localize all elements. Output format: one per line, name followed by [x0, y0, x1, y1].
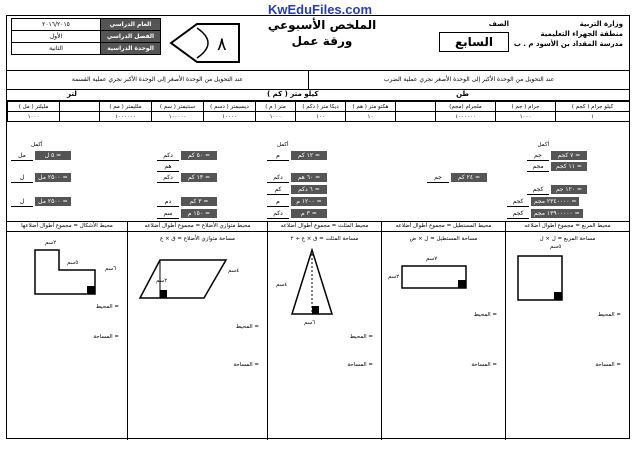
conversion-table: [7, 101, 630, 122]
exercise-item[interactable]: هم: [157, 162, 217, 171]
rectangle-width: ٢سم: [388, 274, 400, 280]
unit-cell: ديكا متر ( دكم ): [296, 102, 346, 112]
unit-cell: ديسيمتر ( دسم ): [204, 102, 256, 112]
school-name: مدرسة المقداد بن الأسود م . ب: [513, 40, 623, 48]
compound-heading: محيط الأشكال = مجموع أطوال أضلاعها: [7, 222, 127, 232]
parallelogram-side: ٤سم: [228, 268, 240, 274]
exercise-item[interactable]: م ١٢٠٠ م =: [267, 197, 327, 206]
unit-value: الثانية: [12, 43, 101, 55]
unit-cell: [396, 102, 436, 112]
exercise-item[interactable]: جم ٢٤ كم =: [427, 173, 487, 182]
unit-label: الوحدة الدراسية: [101, 43, 161, 55]
perimeter-label: المحيط =: [235, 324, 259, 330]
school-logo-icon: [167, 20, 243, 66]
factor-cell: ١٠٠٠٠٠٠: [100, 112, 152, 122]
compound-column: [7, 222, 127, 440]
category-km: كيلو متر ( كم ): [267, 90, 319, 98]
unit-cell: ملجرام (مجم): [436, 102, 496, 112]
compound-dim-top: ٢سم: [45, 240, 57, 246]
exercise-item[interactable]: دكم ٦٠ هم =: [267, 173, 327, 182]
perimeter-label: المحيط =: [473, 312, 497, 318]
square-dimension: ٥سم: [550, 244, 562, 250]
exercise-item[interactable]: دكم ١٣ كم =: [157, 173, 217, 182]
unit-cell: جرام ( جم ): [496, 102, 556, 112]
ministry-block: [513, 19, 623, 49]
instruction-multiply: عند التحويل من الوحدة الأكبر إلى الوحدة الأصغر نجري عملية الضرب: [308, 71, 629, 90]
category-row: [7, 90, 629, 101]
parallelogram-height: ٢سم: [156, 278, 168, 284]
square-formula: مساحة المربع = ل × ل: [539, 236, 596, 242]
page-subtitle: ورقة عمل: [291, 34, 353, 48]
exercise-item[interactable]: ل ٢٥٠٠ مل =: [11, 197, 71, 206]
factor-cell: ١٠٠٠: [8, 112, 60, 122]
category-liter: لتر: [67, 90, 77, 98]
exercise-item[interactable]: جم ٧ كجم =: [527, 151, 587, 160]
exercise-item[interactable]: كجم ١٣٩٠٠٠٠٠ مجم =: [507, 209, 583, 218]
rectangle-column: [381, 222, 505, 440]
factor-cell: ١٠٠٠٠٠: [152, 112, 204, 122]
exercise-item[interactable]: دم ٣ كم =: [157, 197, 217, 206]
instruction-divide: عند التحويل من الوحدة الأصغر إلى الوحدة الأكبر نجري عملية القسمة: [7, 71, 308, 90]
area-label: المساحة =: [93, 334, 119, 340]
exercise-item[interactable]: دكم ٥٠ كم =: [157, 151, 217, 160]
factor-cell: ١: [556, 112, 630, 122]
grade-value: السابع: [439, 32, 509, 52]
section-label-volume: أكمل: [31, 142, 43, 148]
exercise-item[interactable]: مل ٥ ل =: [11, 151, 71, 160]
parallelogram-heading: محيط متوازي الأضلاع = مجموع أطوال أضلاعه: [128, 222, 267, 232]
year-label: العام الدراسي: [101, 19, 161, 31]
unit-row: [8, 102, 630, 112]
region-name: منطقة الجهراء التعليمية: [540, 30, 623, 38]
triangle-formula: مساحة المثلث = ق × ع ÷ ٢: [290, 236, 359, 242]
site-banner[interactable]: KwEduFiles.com: [267, 2, 373, 17]
section-label-length: أكمل: [277, 142, 289, 148]
year-value: ٢٠١٦/٢٠١٥: [12, 19, 101, 31]
parallelogram-figure: [138, 258, 228, 302]
factor-cell: ١٠٠٠٠: [204, 112, 256, 122]
triangle-figure: [290, 248, 334, 318]
parallelogram-formula: مساحة متوازي الأضلاع = ق × ع: [160, 236, 235, 242]
unit-cell: متر ( م ): [256, 102, 296, 112]
exercise-item[interactable]: كم ٦ دكم =: [267, 185, 327, 194]
factor-cell: ١٠٠٠: [496, 112, 556, 122]
logo-number: ٨: [217, 34, 227, 55]
category-ton: طن: [456, 90, 469, 98]
section-label-mass: أكمل: [537, 142, 549, 148]
rectangle-figure: [400, 264, 470, 294]
exercise-item[interactable]: ل ٢٥٠٠ مل =: [11, 173, 71, 182]
factor-cell: ١٠٠: [296, 112, 346, 122]
triangle-base: ٦سم: [304, 320, 316, 326]
unit-cell: [60, 102, 100, 112]
perimeter-label: المحيط =: [597, 312, 621, 318]
grade-box: [439, 20, 509, 64]
ministry-name: وزارة التربية: [579, 20, 623, 28]
exercise-item[interactable]: كجم ١٢٠ جم =: [527, 185, 587, 194]
exercise-item[interactable]: كجم ٢٣٤٠٠٠٠ مجم =: [507, 197, 579, 206]
triangle-height: ٤سم: [276, 282, 288, 288]
unit-cell: ملليمتر ( مم ): [100, 102, 152, 112]
header: [7, 16, 629, 71]
compound-dim-mid: ٥سم: [67, 260, 79, 266]
grade-label: الصف: [488, 20, 509, 28]
rectangle-formula: مساحة المستطيل = ل × ض: [409, 236, 478, 242]
factor-cell: [60, 112, 100, 122]
area-label: المساحة =: [347, 362, 373, 368]
factor-cell: ١٠٠٠: [256, 112, 296, 122]
unit-cell: كيلو جرام ( كجم ): [556, 102, 630, 112]
term-label: الفصل الدراسي: [101, 31, 161, 43]
compound-dim-side: ٦سم: [105, 266, 117, 272]
parallelogram-column: [127, 222, 267, 440]
area-label: المساحة =: [471, 362, 497, 368]
unit-cell: سنتيمتر ( سم ): [152, 102, 204, 112]
exercise-item[interactable]: م ١٢ كم =: [267, 151, 327, 160]
factor-cell: ١٠٠٠٠٠٠: [436, 112, 496, 122]
perimeter-label: المحيط =: [95, 304, 119, 310]
unit-cell: مليلتر ( مل ): [8, 102, 60, 112]
factor-cell: ١٠: [346, 112, 396, 122]
factor-row: [8, 112, 630, 122]
shapes-section: [7, 221, 629, 440]
worksheet: [6, 15, 630, 439]
title-block: [257, 18, 387, 48]
rectangle-length: ٧سم: [426, 256, 438, 262]
triangle-heading: محيط المثلث = مجموع أطوال أضلاعه: [268, 222, 381, 232]
triangle-column: [267, 222, 381, 440]
factor-cell: [396, 112, 436, 122]
square-heading: محيط المربع = مجموع أطوال أضلاعه: [506, 222, 629, 232]
term-value: الأول: [12, 31, 101, 43]
perimeter-label: المحيط =: [349, 334, 373, 340]
page-title: الملخص الأسبوعي: [267, 18, 377, 32]
exercise-item[interactable]: مجم ١١ كجم =: [527, 162, 587, 171]
unit-cell: هكتو متر ( هم ): [346, 102, 396, 112]
square-figure: [516, 254, 566, 304]
area-label: المساحة =: [233, 362, 259, 368]
square-column: [505, 222, 629, 440]
exercise-item[interactable]: دكم ٣ م =: [267, 209, 327, 218]
info-table: [11, 18, 161, 55]
compound-figure: [33, 248, 101, 298]
rectangle-heading: محيط المستطيل = مجموع أطوال أضلاعه: [382, 222, 505, 232]
exercise-item[interactable]: سم ١٥٠ م =: [157, 209, 217, 218]
area-label: المساحة =: [595, 362, 621, 368]
